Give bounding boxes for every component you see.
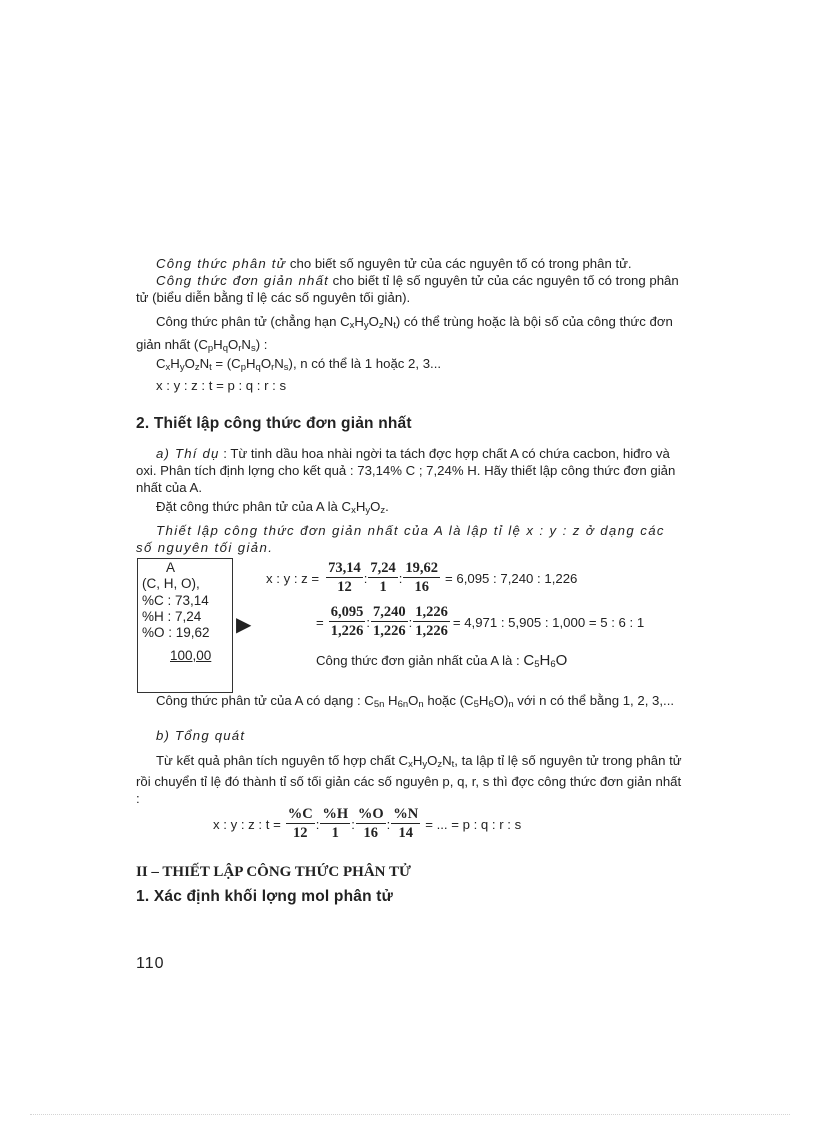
page-number: 110	[136, 955, 165, 972]
paragraph-relation: Công thức phân tử (chẳng hạn $C_xH_yO_zN_t$) có thể trùng hoặc là bội số của công thức đơn giản nhất $(C_pH_qO_rN_s)$ :	[136, 314, 673, 354]
box-total: 100,00	[170, 648, 212, 663]
paragraph-molecular-form-of-a: Công thức phân tử của A có dạng : $C_{5n}$ $H_{6n}O_n$ hoặc $(C_5H_6O)_n$ với n có thể bằng 1, 2, 3,...	[156, 693, 675, 710]
fraction-ph: $\frac{\%H}{1}$	[322, 806, 349, 841]
equation-ratio-1: x : y : z = $\frac{73,14}{12}$ : $\frac{7,24}{1}$ : $\frac{19,62}{16}$ = 6,095 : 7,240 : 1,226	[266, 560, 578, 595]
equation-ratio-2: = $\frac{6,095}{1,226}$ : $\frac{7,240}{1,226}$ : $\frac{1,226}{1,226}$ = 4,971 : 5,905 : 1,000 = 5 : 6 : 1	[316, 604, 645, 639]
paragraph-general-method: Từ kết quả phân tích nguyên tố hợp chất $C_xH_yO_zN_t$, ta lập tỉ lệ số nguyên tử trong phân tử rồi chuyển tỉ lệ đó thành tỉ số tối giản các số nguyên p, q, r, s thì đợc công thức đơn giản nhất :	[136, 753, 682, 806]
section-heading-simplest-formula: 2. Thiết lập công thức đơn giản nhất	[136, 415, 412, 432]
formula-relation: $C_xH_yO_zN_t = (C_pH_qO_rN_s)$, n có thể là 1 hoặc 2, 3...	[156, 356, 442, 373]
section-heading-molecular-formula: II – THIẾT LẬP CÔNG THỨC PHÂN TỬ	[136, 864, 411, 880]
fraction-pc: $\frac{\%C}{12}$	[287, 806, 313, 841]
fraction-o: $\frac{19,62}{16}$	[405, 560, 439, 595]
box-percent-h: %H : 7,24	[142, 609, 202, 624]
subheading-general: b) Tổng quát	[156, 728, 246, 743]
box-percent-c: %C : 73,14	[142, 593, 209, 608]
simplest-formula: $C_5H_6O$	[523, 652, 568, 670]
fraction-h: $\frac{7,24}{1}$	[370, 560, 396, 595]
box-compound: A	[166, 560, 176, 575]
paragraph-ratio-method: Thiết lập công thức đơn giản nhất của A là lập tỉ lệ x : y : z ở dạng các số nguyên tối giản.	[136, 523, 665, 555]
box-elements: (C, H, O),	[142, 576, 200, 591]
fraction-o2: $\frac{1,226}{1,226}$	[415, 604, 448, 639]
fraction-h2: $\frac{7,240}{1,226}$	[372, 604, 406, 639]
fraction-po: $\frac{\%O}{16}$	[357, 806, 384, 841]
fraction-c: $\frac{73,14}{12}$	[328, 560, 361, 595]
fraction-c2: $\frac{6,095}{1,226}$	[330, 604, 364, 639]
paragraph-molecular-formula: Công thức phân tử cho biết số nguyên tử của các nguyên tố có trong phân tử.	[156, 256, 632, 271]
composition-box	[137, 558, 233, 693]
section-heading-molar-mass: 1. Xác định khối lợng mol phân tử	[136, 888, 394, 905]
term-simplest-formula: Công thức đơn giản nhất	[156, 273, 329, 288]
paragraph-set-formula: Đặt công thức phân tử của A là $C_xH_yO_z$.	[156, 499, 389, 516]
arrow-icon: ▶	[236, 614, 252, 636]
simplest-formula-result: Công thức đơn giản nhất của A là : $C_5H_6O$	[316, 652, 568, 670]
example-label: a) Thí dụ	[156, 446, 220, 461]
paragraph-simplest-formula: Công thức đơn giản nhất cho biết tỉ lệ số nguyên tử của các nguyên tố có trong phân tử (biểu diễn bằng tỉ lệ các số nguyên tối giản).	[136, 273, 679, 305]
footer-divider	[30, 1114, 790, 1115]
equation-general-ratio: x : y : z : t = $\frac{\%C}{12}$ : $\frac{\%H}{1}$ : $\frac{\%O}{16}$ : $\frac{\%N}{14}$ = ... = p : q : r : s	[213, 806, 522, 841]
term-molecular-formula: Công thức phân tử	[156, 256, 287, 271]
paragraph-example: a) Thí dụ : Từ tinh dầu hoa nhài ngời ta tách đợc hợp chất A có chứa cacbon, hiđro và oxi. Phân tích định lợng cho kết quả : 73,14% C ; 7,24% H. Hãy thiết lập công thức đơn giản nhất của A.	[136, 446, 676, 495]
fraction-pn: $\frac{\%N}{14}$	[393, 806, 419, 841]
formula-ratio: x : y : z : t = p : q : r : s	[156, 378, 287, 393]
box-percent-o: %O : 19,62	[142, 625, 210, 640]
